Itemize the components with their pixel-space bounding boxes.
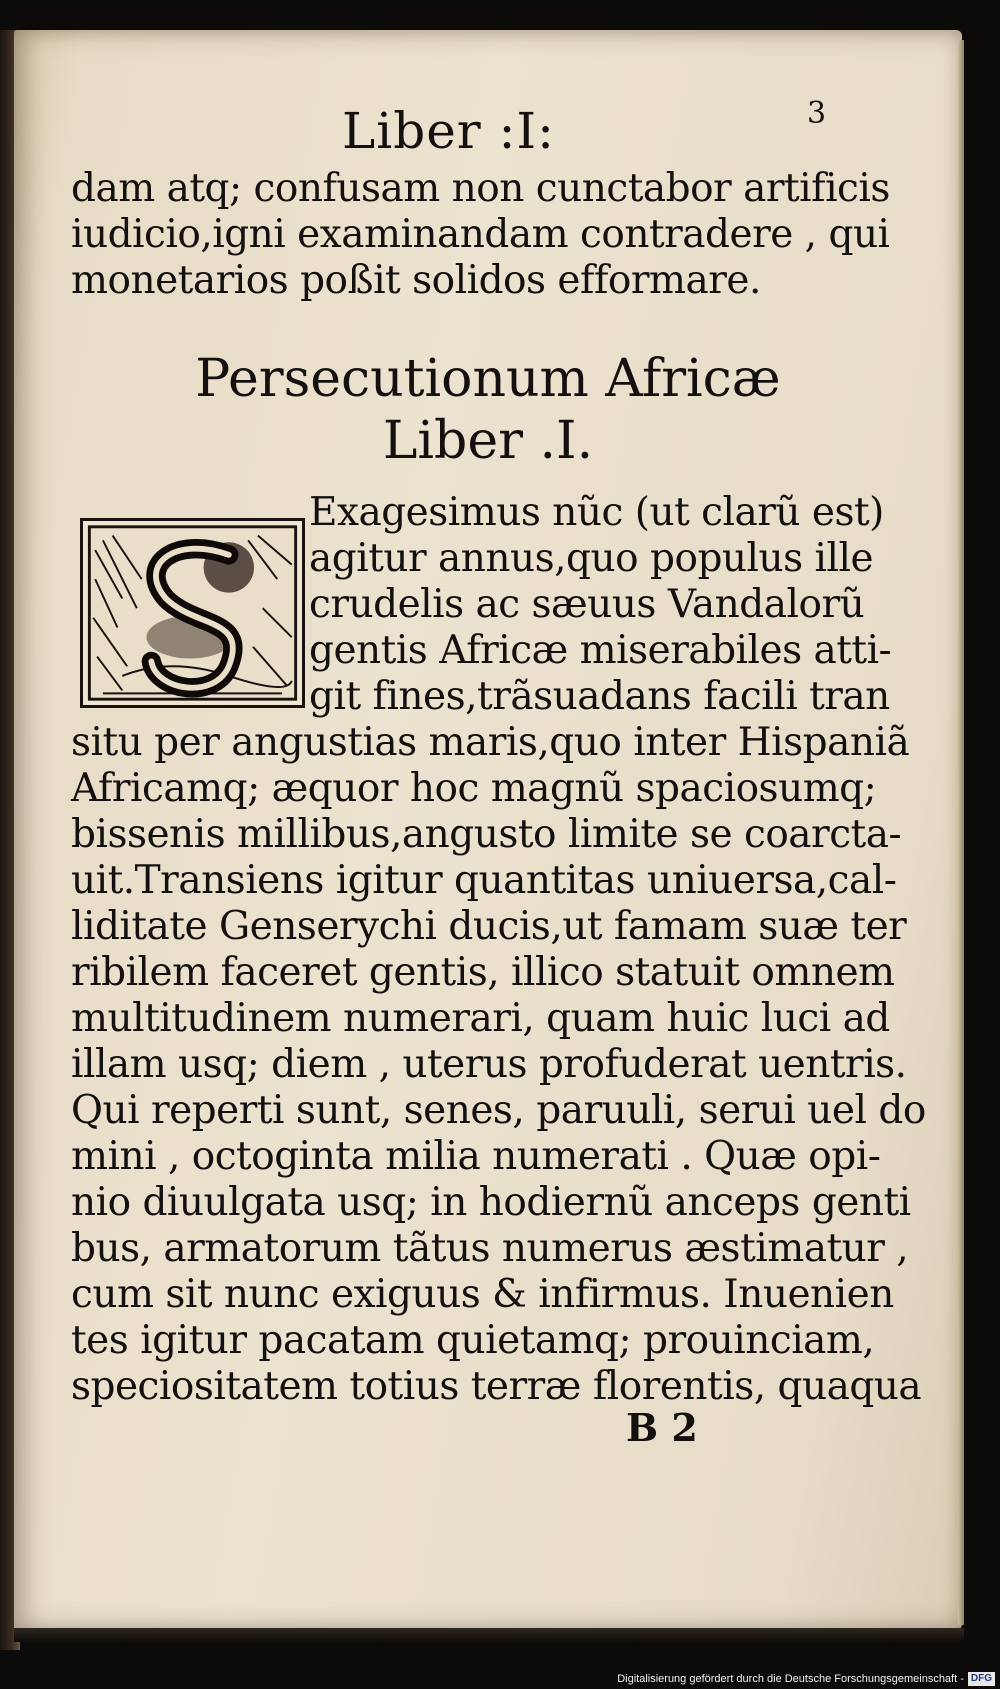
signature-mark: B 2 [626,1405,698,1450]
text-line: tes igitur pacatam quietamq; prouinciam, [71,1318,875,1363]
text-line: cum sit nunc exiguus & infirmus. Inuenien [71,1272,894,1317]
text-line: agitur annus,quo populus ille [309,536,874,581]
text-line: monetarios poßit solidos efformare. [71,258,761,303]
chapter-subheading: Liber .I. [382,411,594,471]
text-line: crudelis ac sæuus Vandalorũ [309,582,865,627]
text-line: Qui reperti sunt, senes, paruuli, serui uel do [71,1088,926,1133]
book-page [14,30,962,1630]
continued-paragraph [71,166,890,304]
text-line: illam usq; diem , uterus profuderat uentris. [71,1042,907,1087]
text-line: bissenis millibus,angusto limite se coarcta- [71,812,902,857]
bottom-shadow [14,1628,964,1642]
dfg-logo-icon: DFG [968,1672,995,1686]
digitization-footer [605,1670,995,1688]
text-line: iudicio,igni examinandam contradere , qui [71,212,890,257]
text-line: bus, armatorum tãtus numerus æstimatur , [71,1226,909,1271]
text-line: dam atq; confusam non cunctabor artificis [71,166,890,211]
text-line: Exagesimus nũc (ut clarũ est) [309,490,884,535]
text-line: nio diuulgata usq; in hodiernũ anceps genti [71,1180,911,1225]
text-line: situ per angustias maris,quo inter Hispaniã [71,720,910,765]
footer-text: Digitalisierung gefördert durch die Deutsche Forschungsgemeinschaft - [617,1673,964,1685]
chapter-heading: Persecutionum Africæ [195,349,781,409]
opening-paragraph-body [71,720,926,1410]
text-line: gentis Africæ miserabiles atti- [309,628,892,673]
text-line: ribilem faceret gentis, illico statuit omnem [71,950,895,995]
text-line: multitudinem numerari, quam huic luci ad [71,996,890,1041]
woodcut-initial-s-icon [80,518,305,708]
text-line: git fines,trãsuadans facili tran [309,674,890,719]
opening-paragraph-indented [309,490,892,720]
text-line: Africamq; æquor hoc magnũ spaciosumq; [71,766,877,811]
text-line: uit.Transiens igitur quantitas uniuersa,cal- [71,858,897,903]
page-fore-edge [958,40,964,1625]
text-line: liditate Genserychi ducis,ut famam suæ ter [71,904,907,949]
folio-number: 3 [807,96,827,131]
text-line: speciositatem totius terræ florentis, quaqua [71,1364,922,1409]
text-line: mini , octoginta milia numerati . Quæ opi- [71,1134,881,1179]
running-head-title: Liber :I: [342,102,556,160]
running-head [14,74,962,164]
